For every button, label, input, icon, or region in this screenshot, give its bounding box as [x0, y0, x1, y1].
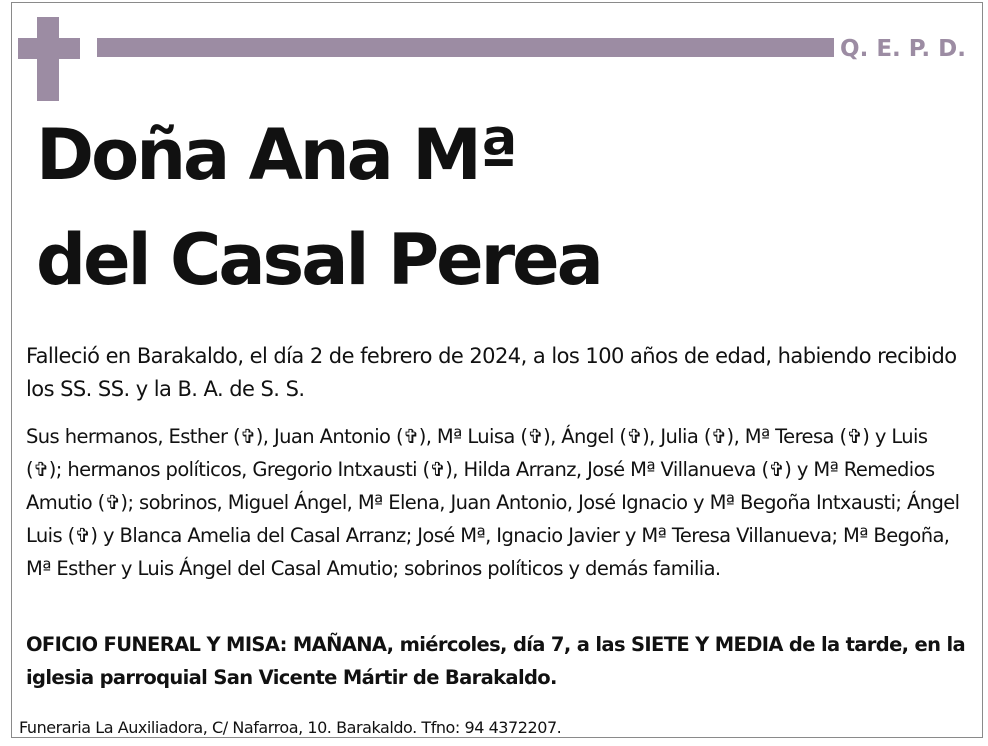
cross-icon-horizontal: [18, 38, 80, 59]
funeral-home-footer: Funeraria La Auxiliadora, C/ Nafarroa, 10. Barakaldo. Tfno: 94 4372207.: [19, 718, 562, 737]
header-bar: [97, 38, 834, 57]
death-notice: Falleció en Barakaldo, el día 2 de febrero de 2024, a los 100 años de edad, habiendo recibido los SS. SS. y la B. A. de S. S.: [26, 344, 957, 401]
deceased-name-line2: del Casal Perea: [36, 219, 601, 301]
funeral-notice: OFICIO FUNERAL Y MISA: MAÑANA, miércoles, día 7, a las SIETE Y MEDIA de la tarde, en la iglesia parroquial San Vicente Mártir de Barakaldo.: [26, 633, 966, 689]
deceased-name-line1: Doña Ana Mª: [36, 114, 516, 196]
qepd-label: Q. E. P. D.: [840, 36, 966, 62]
family-notice: Sus hermanos, Esther (✞), Juan Antonio (✞), Mª Luisa (✞), Ángel (✞), Julia (✞), Mª Teresa (✞) y Luis (✞); hermanos políticos, Gregorio Intxausti (✞), Hilda Arranz, José Mª Villanueva (✞) y Mª Remedios Amutio (✞); sobrinos, Miguel Ángel, Mª Elena, Juan Antonio, José Ignacio y Mª Begoña Intxausti; Ángel Luis (✞) y Blanca Amelia del Casal Arranz; José Mª, Ignacio Javier y Mª Teresa Villanueva; Mª Begoña, Mª Esther y Luis Ángel del Casal Amutio; sobrinos políticos y demás familia.: [26, 425, 960, 580]
cross-icon-vertical: [37, 17, 59, 101]
